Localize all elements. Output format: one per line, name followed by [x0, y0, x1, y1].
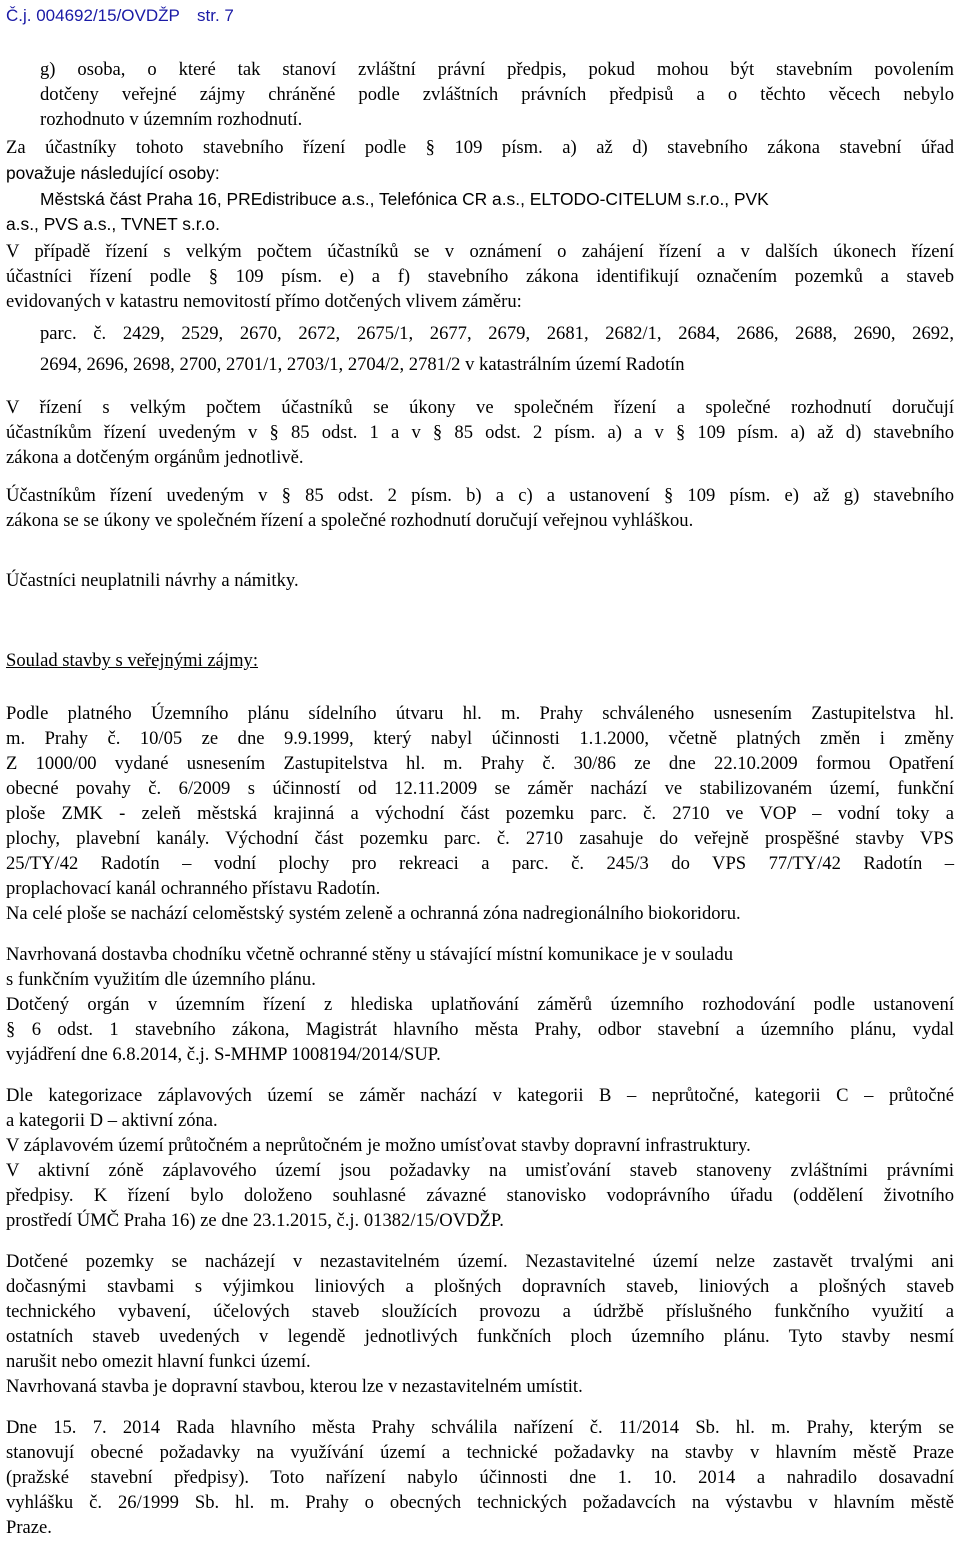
text-line: V řízení s velkým počtem účastníků se úkony ve společném řízení a společné rozhodnutí doručují — [6, 397, 954, 418]
text-line: Podle platného Územního plánu sídelního útvaru hl. m. Prahy schváleného usnesením Zastupitelstva hl. — [6, 703, 954, 724]
text-line: § 6 odst. 1 stavebního zákona, Magistrát hlavního města Prahy, odbor stavební a územního plánu, vydal — [6, 1019, 954, 1040]
text-line: V případě řízení s velkým počtem účastníků se v oznámení o zahájení řízení a v dalších úkonech řízení — [6, 241, 954, 262]
text-line: Praze. — [6, 1517, 52, 1538]
text-line: s funkčním využitím dle územního plánu. — [6, 969, 316, 990]
text-line: Dne 15. 7. 2014 Rada hlavního města Prahy schválila nařízení č. 11/2014 Sb. hl. m. Prahy, kterým se — [6, 1417, 954, 1438]
text-line: dočasnými stavbami s výjimkou liniových a plošných dopravních staveb, liniových a plošných staveb — [6, 1276, 954, 1297]
reference-number: Č.j. 004692/15/OVDŽP — [6, 6, 180, 25]
page-header — [6, 6, 234, 26]
text-line: plochy, plavební kanály. Východní část pozemku parc. č. 2710 zasahuje do veřejně prospěšné stavby VPS — [6, 828, 954, 849]
text-line: zákona a dotčeným orgánům jednotlivě. — [6, 447, 304, 468]
text-line: Navrhovaná stavba je dopravní stavbou, kterou lze v nezastavitelném umístit. — [6, 1376, 583, 1397]
text-line: stanovují obecné požadavky na využívání území a technické požadavky na stavby v hlavním městě Praze — [6, 1442, 954, 1463]
text-line: parc. č. 2429, 2529, 2670, 2672, 2675/1, 2677, 2679, 2681, 2682/1, 2684, 2686, 2688, 2690, 2692, — [40, 323, 954, 344]
text-line: 25/TY/42 Radotín – vodní plochy pro rekreaci a parc. č. 245/3 do VPS 77/TY/42 Radotín – — [6, 853, 954, 874]
text-line: ploše ZMK - zeleň městská krajinná a východní část pozemku parc. č. 2710 ve VOP – vodní toky a — [6, 803, 954, 824]
text-line: Na celé ploše se nachází celoměstský systém zeleně a ochranná zóna nadregionálního biokoridoru. — [6, 903, 741, 924]
text-line: zákona se se úkony ve společném řízení a společné rozhodnutí doručují veřejnou vyhláškou. — [6, 510, 694, 531]
text-line: dotčeny veřejné zájmy chráněné podle zvláštních právních předpisů a o těchto věcech nebylo — [40, 84, 954, 105]
text-line: Dotčený orgán v územním řízení z hlediska uplatňování záměrů územního rozhodování podle ustanovení — [6, 994, 954, 1015]
text-line: Dotčené pozemky se nacházejí v nezastavitelném území. Nezastavitelné území nelze zastavět trvalými ani — [6, 1251, 954, 1272]
text-line: Městská část Praha 16, PREdistribuce a.s., Telefónica CR a.s., ELTODO-CITELUM s.r.o., PVK — [40, 189, 769, 209]
text-line: ostatních staveb uvedených v legendě jednotlivých funkčních ploch územního plánu. Tyto stavby nesmí — [6, 1326, 954, 1347]
text-line: vyjádření dne 6.8.2014, č.j. S-MHMP 1008194/2014/SUP. — [6, 1044, 441, 1065]
text-line: Z 1000/00 vydané usnesením Zastupitelstva hl. m. Prahy č. 30/86 ze dne 22.10.2009 formou Opatření — [6, 753, 954, 774]
text-line: technického vybavení, účelových staveb sloužících provozu a údržbě příslušného funkčního využití a — [6, 1301, 954, 1322]
text-line: předpisy. K řízení bylo doloženo souhlasné závazné stanovisko vodoprávního úřadu (oddělení životního — [6, 1185, 954, 1206]
text-line: (pražské stavební předpisy). Toto nařízení nabylo účinnosti dne 1. 10. 2014 a nahradilo dosavadní — [6, 1467, 954, 1488]
text-line: účastníci řízení podle § 109 písm. e) a f) stavebního zákona identifikují označením pozemků a staveb — [6, 266, 954, 287]
text-line: považuje následující osoby: — [6, 163, 220, 183]
text-line: V aktivní zóně záplavového území jsou požadavky na umisťování staveb stanoveny zvláštními právními — [6, 1160, 954, 1181]
text-line: a kategorii D – aktivní zóna. — [6, 1110, 218, 1131]
text-line: Navrhovaná dostavba chodníku včetně ochranné stěny u stávající místní komunikace je v souladu — [6, 944, 734, 965]
text-line: účastníkům řízení uvedeným v § 85 odst. 1 a v § 85 odst. 2 písm. a) a v § 109 písm. a) až d) stavebního — [6, 422, 954, 443]
text-line: Účastníkům řízení uvedeným v § 85 odst. 2 písm. b) a c) a ustanovení § 109 písm. e) až g) stavebního — [6, 485, 954, 506]
text-line: a.s., PVS a.s., TVNET s.r.o. — [6, 214, 220, 234]
text-line: 2694, 2696, 2698, 2700, 2701/1, 2703/1, 2704/2, 2781/2 v katastrálním území Radotín — [40, 354, 685, 375]
text-line: narušit nebo omezit hlavní funkci území. — [6, 1351, 311, 1372]
text-line: rozhodnuto v územním rozhodnutí. — [40, 109, 303, 130]
page-number: str. 7 — [197, 6, 234, 25]
text-line: prostředí ÚMČ Praha 16) ze dne 23.1.2015, č.j. 01382/15/OVDŽP. — [6, 1210, 504, 1231]
text-line: evidovaných v katastru nemovitostí přímo dotčených vlivem záměru: — [6, 291, 522, 312]
text-line: g) osoba, o které tak stanoví zvláštní právní předpis, pokud mohou být stavebním povolením — [40, 59, 954, 80]
text-line: proplachovací kanál ochranného přístavu Radotín. — [6, 878, 381, 899]
text-line: obecné povahy č. 6/2009 s účinností od 12.11.2009 se záměr nachází ve stabilizovaném území, funkční — [6, 778, 954, 799]
text-line: Za účastníky tohoto stavebního řízení podle § 109 písm. a) až d) stavebního zákona stavební úřad — [6, 137, 954, 158]
section-heading: Soulad stavby s veřejnými zájmy: — [6, 650, 259, 671]
text-line: Dle kategorizace záplavových území se záměr nachází v kategorii B – neprůtočné, kategorii C – průtočné — [6, 1085, 954, 1106]
text-line: vyhlášku č. 26/1999 Sb. hl. m. Prahy o obecných technických požadavcích na výstavbu v hlavním městě — [6, 1492, 954, 1513]
text-line: m. Prahy č. 10/05 ze dne 9.9.1999, který nabyl účinnosti 1.1.2000, včetně platných změn i změny — [6, 728, 954, 749]
text-line: Účastníci neuplatnili návrhy a námitky. — [6, 570, 299, 591]
text-line: V záplavovém území průtočném a neprůtočném je možno umísťovat stavby dopravní infrastruktury. — [6, 1135, 751, 1156]
